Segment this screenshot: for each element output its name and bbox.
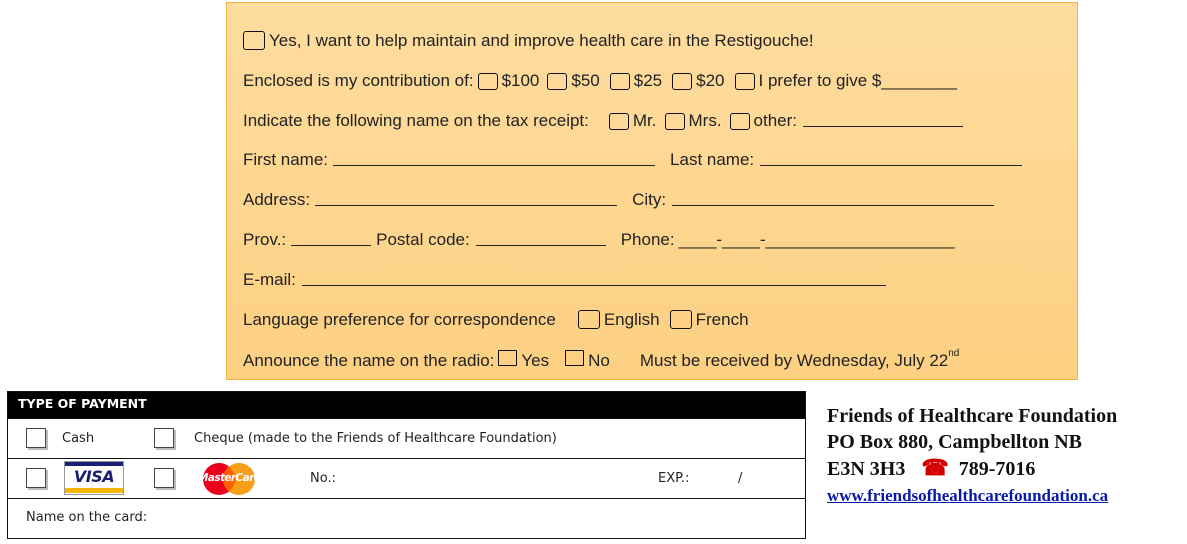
postal-code-label: Postal code: [376, 230, 470, 249]
language-french-label: French [695, 310, 749, 329]
donate-consent-label: Yes, I want to help maintain and improve health care in the Restigouche! [269, 31, 814, 50]
last-name-field[interactable] [760, 164, 1022, 166]
amount-25-checkbox[interactable] [610, 73, 630, 90]
title-mr-label: Mr. [632, 111, 657, 130]
card-number-label: No.: [310, 471, 336, 486]
receipt-label: Indicate the following name on the tax receipt: [243, 111, 589, 130]
payment-row-card [8, 458, 805, 498]
title-other-field[interactable] [803, 125, 963, 127]
name-row [243, 150, 1022, 170]
org-postal-code: E3N 3H3 [827, 458, 906, 480]
payment-row-cash [8, 418, 805, 458]
amount-50-label: $50 [571, 71, 600, 90]
receipt-row [243, 111, 963, 131]
cheque-checkbox[interactable] [154, 428, 174, 448]
payment-row-name [8, 498, 805, 537]
radio-yes-checkbox[interactable] [498, 350, 517, 366]
radio-no-checkbox[interactable] [565, 350, 584, 366]
donation-form [226, 2, 1078, 380]
address-row [243, 190, 994, 210]
amount-50-checkbox[interactable] [547, 73, 567, 90]
address-field[interactable] [315, 204, 617, 206]
payment-header: TYPE OF PAYMENT [8, 392, 805, 418]
donate-consent-checkbox[interactable] [243, 31, 265, 50]
phone-label: Phone: [620, 230, 675, 249]
amount-25-label: $25 [633, 71, 663, 90]
prov-row [243, 230, 955, 250]
language-english-checkbox[interactable] [578, 310, 600, 329]
card-exp-label: EXP.: [658, 471, 690, 486]
postal-code-field[interactable] [476, 244, 606, 246]
telephone-icon: ☎ [921, 455, 949, 480]
foundation-address [827, 403, 1117, 509]
name-on-card-label: Name on the card: [26, 510, 148, 525]
mastercard-logo: MasterCard [198, 462, 260, 496]
first-name-field[interactable] [333, 164, 655, 166]
contribution-label: Enclosed is my contribution of: [243, 71, 474, 90]
radio-no-label: No [588, 351, 610, 370]
language-english-label: English [603, 310, 660, 329]
amount-custom-checkbox[interactable] [735, 73, 755, 90]
title-other-checkbox[interactable] [730, 113, 750, 130]
prov-label: Prov.: [243, 230, 287, 249]
title-mrs-label: Mrs. [688, 111, 722, 130]
title-mrs-checkbox[interactable] [665, 113, 685, 130]
prov-field[interactable] [291, 244, 371, 246]
city-label: City: [632, 190, 667, 209]
title-other-label: other: [753, 111, 798, 130]
card-exp-separator: / [738, 471, 743, 486]
org-phone: 789-7016 [958, 458, 1036, 480]
amount-20-label: $20 [696, 71, 725, 90]
email-field[interactable] [302, 284, 886, 286]
org-name: Friends of Healthcare Foundation [827, 405, 1118, 427]
last-name-label: Last name: [670, 150, 755, 169]
radio-row [243, 350, 959, 371]
website-link[interactable]: www.friendsofhealthcarefoundation.ca [827, 486, 1109, 505]
postal-phone-line [827, 455, 1117, 482]
visa-checkbox[interactable] [26, 468, 46, 488]
phone-field[interactable]: ____-____-____________________ [678, 230, 955, 249]
cheque-label: Cheque (made to the Friends of Healthcare Foundation) [194, 431, 557, 446]
deadline-text: Must be received by Wednesday, July 22nd [639, 348, 960, 370]
language-label: Language preference for correspondence [243, 310, 556, 329]
contribution-row [243, 71, 957, 91]
amount-20-checkbox[interactable] [672, 73, 692, 90]
language-french-checkbox[interactable] [670, 310, 692, 329]
po-box: PO Box 880, Campbellton NB [827, 431, 1083, 453]
amount-custom-field[interactable]: I prefer to give $________ [758, 71, 957, 90]
cash-checkbox[interactable] [26, 428, 46, 448]
payment-table [7, 391, 806, 539]
email-label: E-mail: [243, 270, 296, 289]
donate-consent-row [243, 31, 814, 51]
first-name-label: First name: [243, 150, 329, 169]
address-label: Address: [243, 190, 311, 209]
mastercard-checkbox[interactable] [154, 468, 174, 488]
amount-100-label: $100 [501, 71, 540, 90]
email-row [243, 270, 886, 290]
city-field[interactable] [672, 204, 994, 206]
amount-100-checkbox[interactable] [478, 73, 498, 90]
visa-logo: VISA [64, 461, 124, 495]
language-row [243, 310, 749, 330]
cash-label: Cash [62, 431, 95, 446]
radio-label: Announce the name on the radio: [243, 351, 495, 370]
title-mr-checkbox[interactable] [609, 113, 629, 130]
radio-yes-label: Yes [521, 351, 550, 370]
